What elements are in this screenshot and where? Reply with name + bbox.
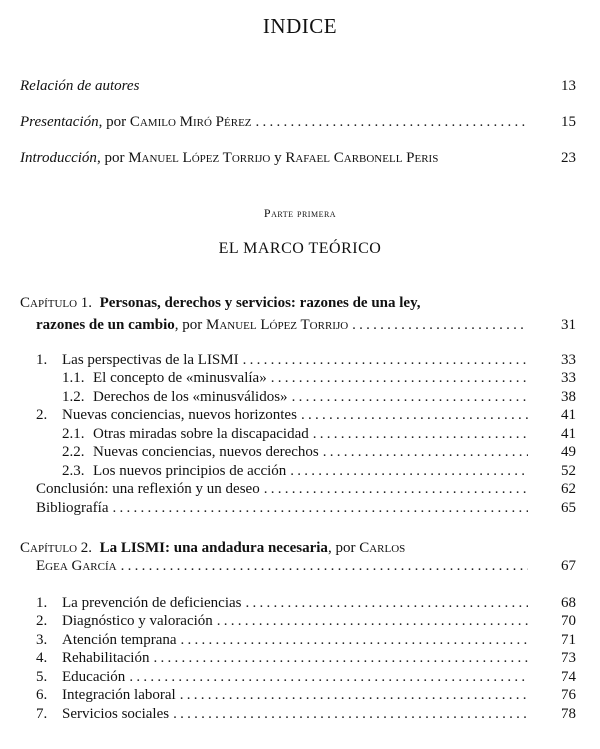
item-label: Conclusión: una reflexión y un deseo: [36, 481, 260, 497]
page-number: 74: [561, 669, 576, 685]
page-title: INDICE: [262, 14, 338, 38]
item-label: Atención temprana: [62, 632, 177, 648]
page-number: 62: [561, 481, 576, 497]
dot-leader: [323, 443, 528, 461]
item-label: Nuevas conciencias, nuevos derechos: [93, 444, 319, 460]
toc-entry-presentacion: [20, 113, 576, 131]
toc-item: [62, 369, 576, 387]
part-title: EL MARCO TEÓRICO: [218, 240, 382, 257]
toc-item: [36, 705, 576, 723]
toc-item: [36, 631, 576, 649]
page-number: 68: [561, 595, 576, 611]
por-text: , por: [98, 114, 130, 130]
page-number: 33: [561, 352, 576, 368]
item-number: 1.1.: [62, 370, 85, 386]
item-number: 5.: [36, 669, 48, 685]
item-number: 2.2.: [62, 444, 85, 460]
entry-label: Introducción: [20, 150, 97, 166]
dot-leader: [352, 316, 528, 334]
item-number: 3.: [36, 632, 48, 648]
page-number: 49: [561, 444, 576, 460]
item-label: Diagnóstico y valoración: [62, 613, 213, 629]
part-label: Parte primera: [263, 206, 337, 220]
page-number: 23: [561, 150, 576, 166]
page-number: 15: [561, 114, 576, 130]
por-text: , por: [327, 540, 360, 556]
item-label: Integración laboral: [62, 687, 176, 703]
toc-item: [62, 388, 576, 406]
chapter-2-heading: [20, 539, 576, 557]
chapter-2-heading-cont: [36, 557, 576, 575]
toc-item: [36, 612, 576, 630]
page-number: 13: [561, 78, 576, 94]
item-number: 6.: [36, 687, 48, 703]
item-label: Educación: [62, 669, 126, 685]
dot-leader: [256, 113, 528, 131]
item-number: 2.: [36, 407, 48, 423]
page-number: 70: [561, 613, 576, 629]
item-number: 2.: [36, 613, 48, 629]
page-number: 31: [561, 317, 576, 333]
page-number: 65: [561, 500, 576, 516]
chapter-prefix: Capítulo 2.: [20, 540, 93, 556]
page-number: 78: [561, 706, 576, 722]
dot-leader: [271, 369, 528, 387]
item-label: Las perspectivas de la LISMI: [62, 352, 239, 368]
dot-leader: [292, 388, 528, 406]
dot-leader: [129, 668, 528, 686]
item-label: Derechos de los «minusválidos»: [93, 389, 288, 405]
dot-leader: [112, 499, 528, 517]
dot-leader: [290, 462, 528, 480]
item-number: 1.: [36, 352, 48, 368]
dot-leader: [121, 557, 528, 575]
toc-item: [36, 668, 576, 686]
entry-label: Relación de autores: [20, 78, 140, 94]
item-label: Servicios sociales: [62, 706, 170, 722]
item-number: 1.2.: [62, 389, 85, 405]
dot-leader: [153, 649, 528, 667]
item-label: La prevención de deficiencias: [62, 595, 242, 611]
item-label: Nuevas conciencias, nuevos horizontes: [62, 407, 297, 423]
page-number: 76: [561, 687, 576, 703]
chapter-title-cont: razones de un cambio: [36, 317, 175, 333]
and-text: y: [270, 150, 286, 166]
dot-leader: [217, 612, 528, 630]
toc-item: [36, 594, 576, 612]
item-label: Rehabilitación: [62, 650, 150, 666]
chapter-1-heading: [20, 294, 576, 312]
entry-author-2: Rafael Carbonell Peris: [285, 150, 439, 166]
por-text: , por: [174, 317, 206, 333]
page-number: 52: [561, 463, 576, 479]
dot-leader: [180, 686, 528, 704]
item-number: 1.: [36, 595, 48, 611]
item-number: 2.3.: [62, 463, 85, 479]
dot-leader: [246, 594, 529, 612]
chapter-author-cont: Egea García: [36, 558, 117, 574]
item-number: 7.: [36, 706, 48, 722]
toc-item: [36, 351, 576, 369]
item-number: 4.: [36, 650, 48, 666]
toc-item: [62, 425, 576, 443]
chapter-1-heading-cont: [36, 316, 576, 334]
dot-leader: [313, 425, 528, 443]
chapter-prefix: Capítulo 1.: [20, 295, 93, 311]
toc-item: [36, 649, 576, 667]
toc-item: [36, 480, 576, 498]
entry-author: Camilo Miró Pérez: [129, 114, 252, 130]
entry-author: Manuel López Torrijo: [128, 150, 271, 166]
page-number: 38: [561, 389, 576, 405]
toc-item: [36, 499, 576, 517]
page-number: 33: [561, 370, 576, 386]
item-label: Otras miradas sobre la discapacidad: [93, 426, 309, 442]
chapter-author: Manuel López Torrijo: [206, 317, 349, 333]
dot-leader: [173, 705, 528, 723]
por-text: , por: [96, 150, 129, 166]
toc-item: [62, 443, 576, 461]
dot-leader: [301, 406, 528, 424]
item-label: El concepto de «minusvalía»: [93, 370, 267, 386]
toc-item: [36, 406, 576, 424]
chapter-title: La LISMI: una andadura necesaria: [99, 540, 328, 556]
page-number: 67: [561, 558, 576, 574]
toc-item: [62, 462, 576, 480]
page-number: 73: [561, 650, 576, 666]
page-number: 71: [561, 632, 576, 648]
dot-leader: [181, 631, 528, 649]
dot-leader: [243, 351, 528, 369]
entry-label: Presentación: [20, 114, 99, 130]
page-number: 41: [561, 407, 576, 423]
toc-entry-relacion: [20, 77, 576, 95]
dot-leader: [264, 480, 528, 498]
item-label: Los nuevos principios de acción: [93, 463, 287, 479]
item-number: 2.1.: [62, 426, 85, 442]
toc-entry-introduccion: [20, 149, 576, 167]
toc-item: [36, 686, 576, 704]
page-number: 41: [561, 426, 576, 442]
chapter-title: Personas, derechos y servicios: razones de una ley,: [99, 295, 421, 311]
item-label: Bibliografía: [36, 500, 109, 516]
chapter-author: Carlos: [359, 540, 406, 556]
